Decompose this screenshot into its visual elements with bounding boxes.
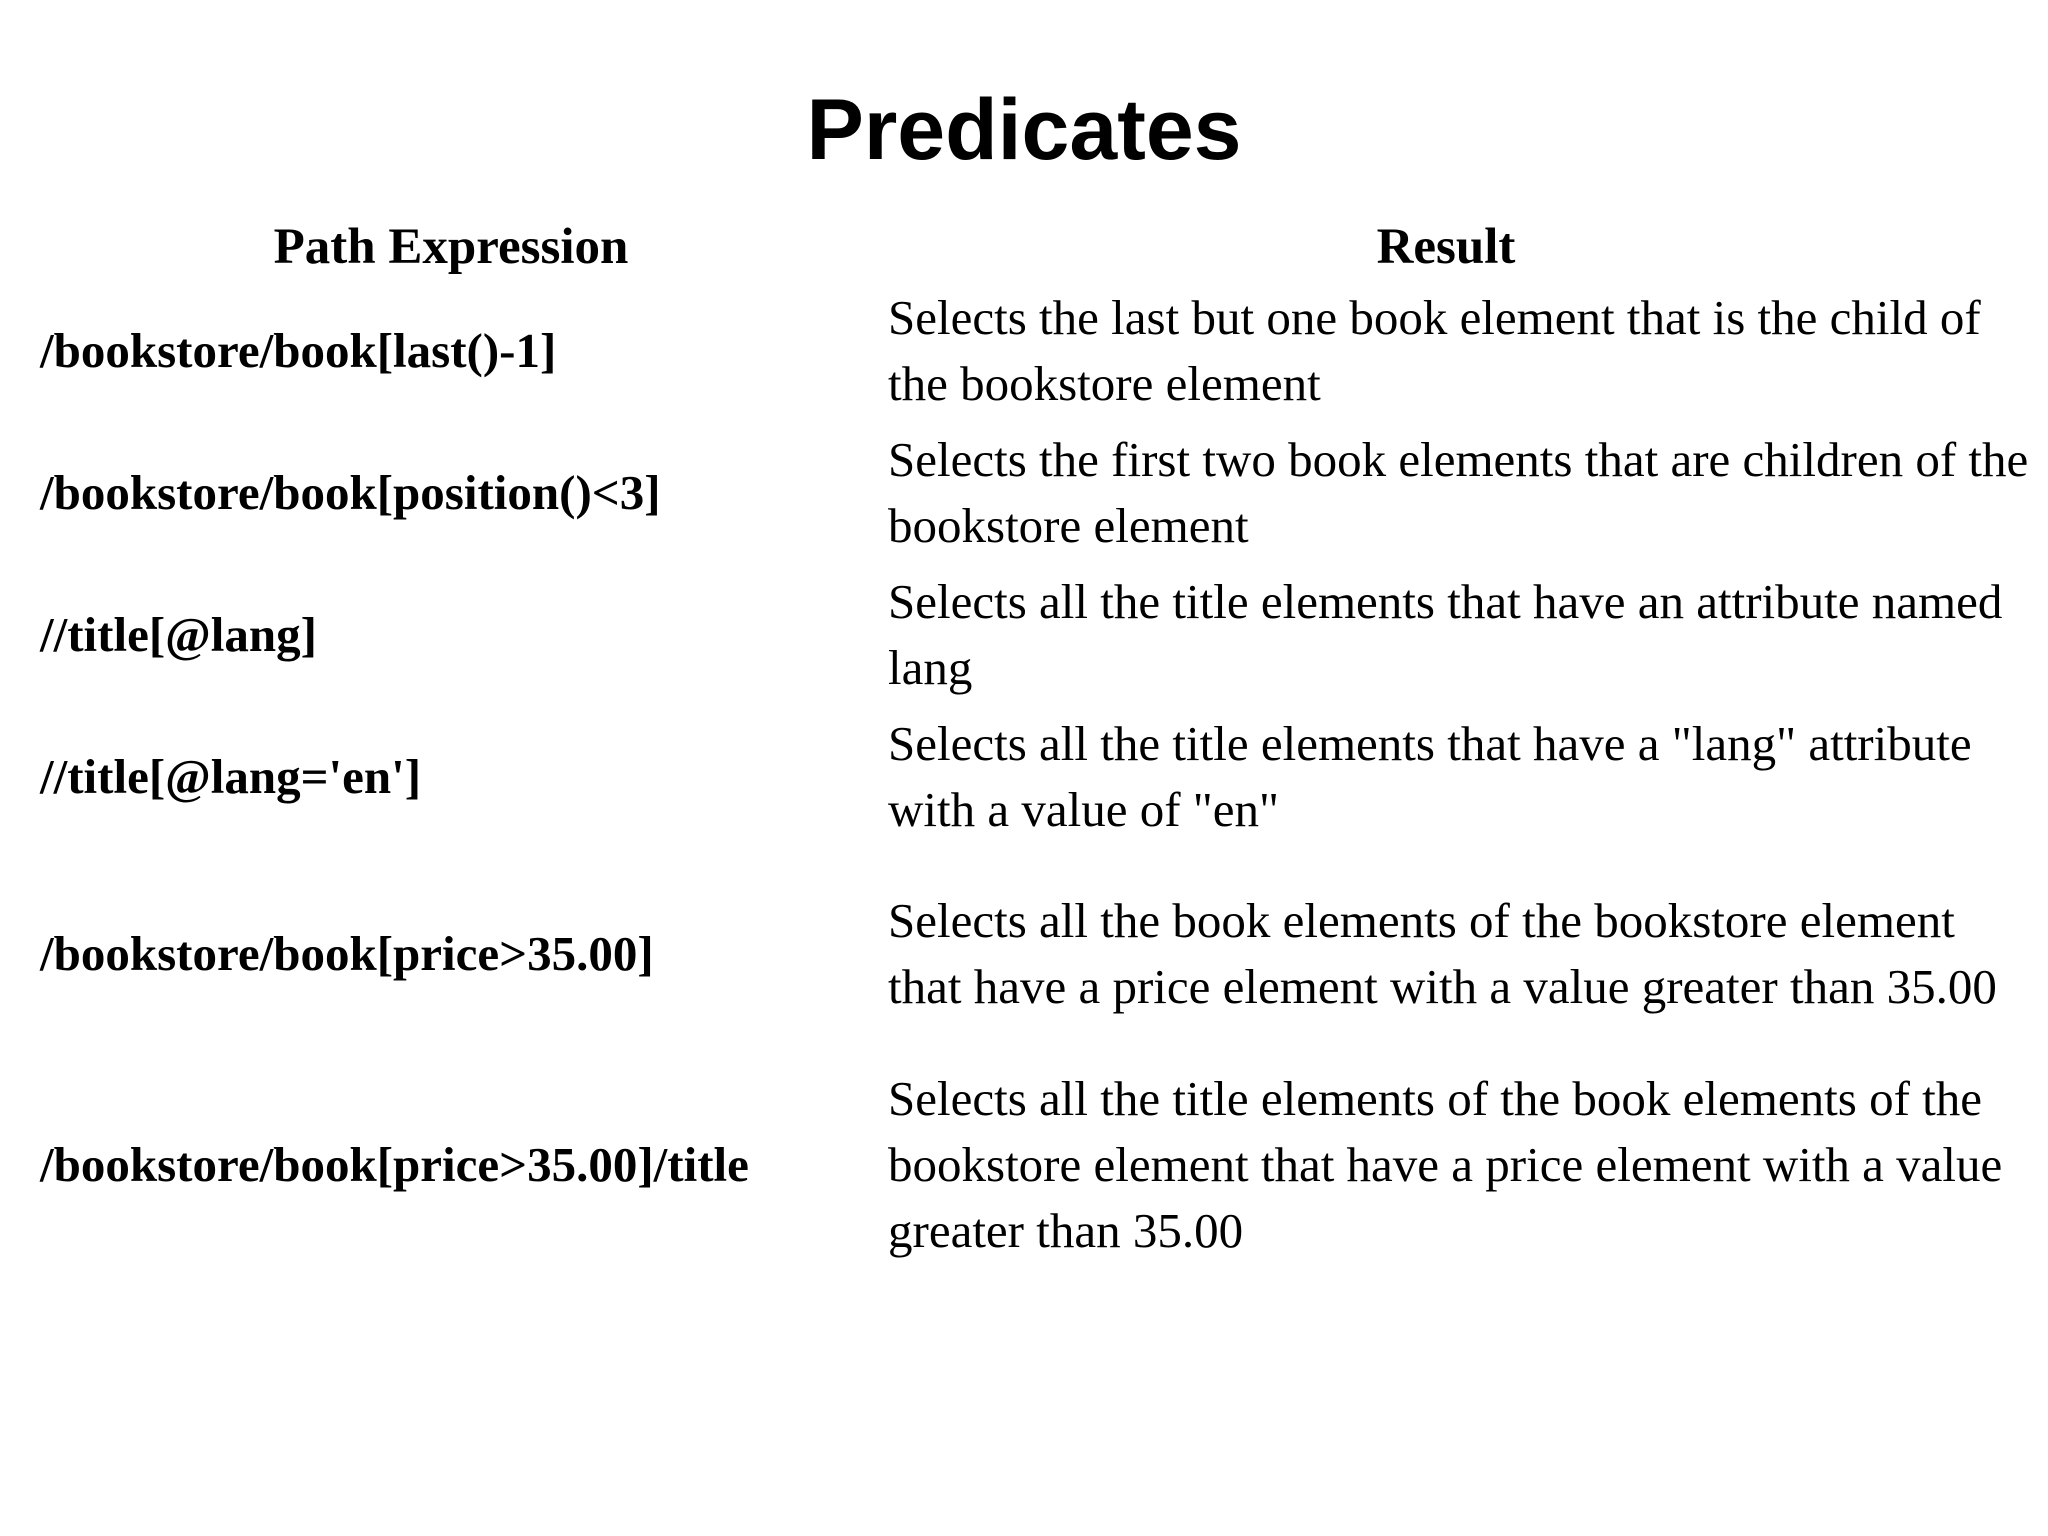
result-cell: Selects the last but one book element that is the child of the bookstore element [888,290,1981,411]
result-cell: Selects all the title elements that have a "lang" attribute with a value of "en" [888,716,1972,837]
table-row [40,706,2030,848]
header-result: Result [1376,219,1516,275]
predicates-table [40,214,2030,1270]
table-row [40,422,2030,564]
path-expression-cell: //title[@lang='en'] [40,749,422,804]
path-expression-cell: /bookstore/book[price>35.00] [40,926,654,981]
table-header-row [40,214,2030,280]
slide-title: Predicates [806,82,1242,178]
result-cell: Selects all the title elements of the book elements of the bookstore element that have a price element with a value greater than 35.00 [888,1071,2003,1258]
path-expression-cell: /bookstore/book[price>35.00]/title [40,1137,749,1192]
table-row [40,1060,2030,1270]
table-row [40,564,2030,706]
result-cell: Selects the first two book elements that are children of the bookstore element [888,432,2029,553]
path-expression-cell: /bookstore/book[last()-1] [40,323,557,378]
path-expression-cell: /bookstore/book[position()<3] [40,465,661,520]
path-expression-cell: //title[@lang] [40,607,317,662]
table-row [40,280,2030,422]
header-path-expression: Path Expression [273,219,629,275]
result-cell: Selects all the title elements that have an attribute named lang [888,574,2003,695]
result-cell: Selects all the book elements of the bookstore element that have a price element with a value greater than 35.00 [888,893,1997,1014]
table-row [40,848,2030,1060]
